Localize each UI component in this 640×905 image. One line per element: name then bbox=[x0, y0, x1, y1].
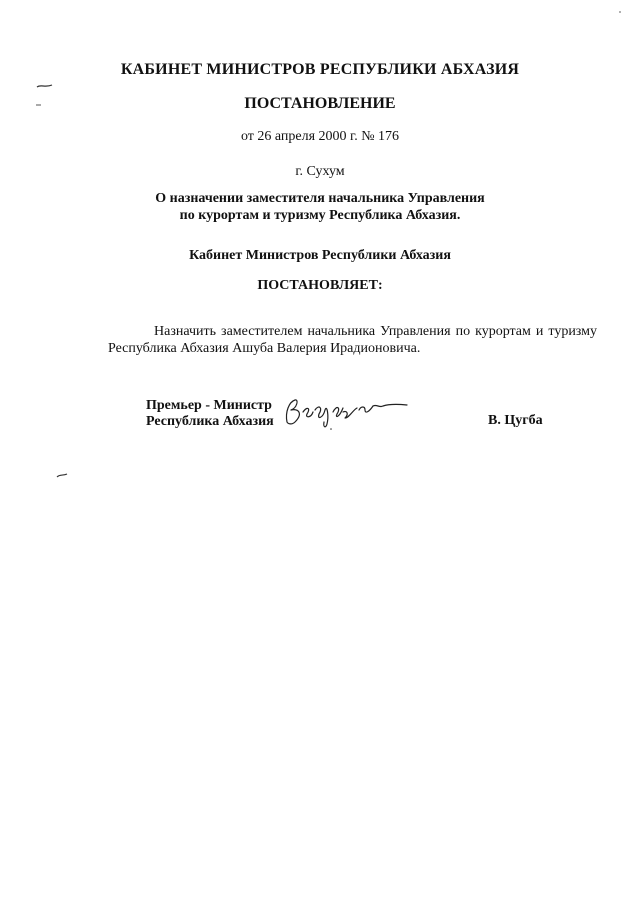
scan-speck bbox=[36, 103, 42, 107]
document-place: г. Сухум bbox=[295, 164, 345, 179]
issuer-line: Кабинет Министров Республики Абхазия bbox=[189, 248, 451, 263]
document-type-heading: ПОСТАНОВЛЕНИЕ bbox=[244, 95, 396, 112]
scan-speck bbox=[56, 472, 68, 480]
subject-line-2: по курортам и туризму Республика Абхазия. bbox=[179, 208, 461, 223]
scan-speck bbox=[36, 82, 54, 90]
subject-line-1: О назначении заместителя начальника Управления bbox=[155, 191, 485, 206]
signatory-title-line-2: Республика Абхазия bbox=[146, 414, 274, 429]
signatory-name: В. Цугба bbox=[488, 413, 543, 428]
scan-speck bbox=[616, 8, 624, 16]
signatory-title bbox=[146, 398, 274, 430]
signatory-title-line-1: Премьер - Министр bbox=[146, 398, 272, 413]
document-date-number: от 26 апреля 2000 г. № 176 bbox=[240, 129, 400, 144]
body-paragraph-line-2: Республика Абхазия Ашуба Валерия Ирадионовича. bbox=[108, 341, 421, 356]
handwritten-signature bbox=[283, 392, 413, 432]
decree-heading: ПОСТАНОВЛЯЕТ: bbox=[257, 278, 383, 293]
organization-heading: КАБИНЕТ МИНИСТРОВ РЕСПУБЛИКИ АБХАЗИЯ bbox=[120, 61, 520, 78]
document-subject bbox=[0, 190, 640, 224]
body-paragraph-line-1: Назначить заместителем начальника Управления по курортам и туризму bbox=[154, 324, 597, 339]
